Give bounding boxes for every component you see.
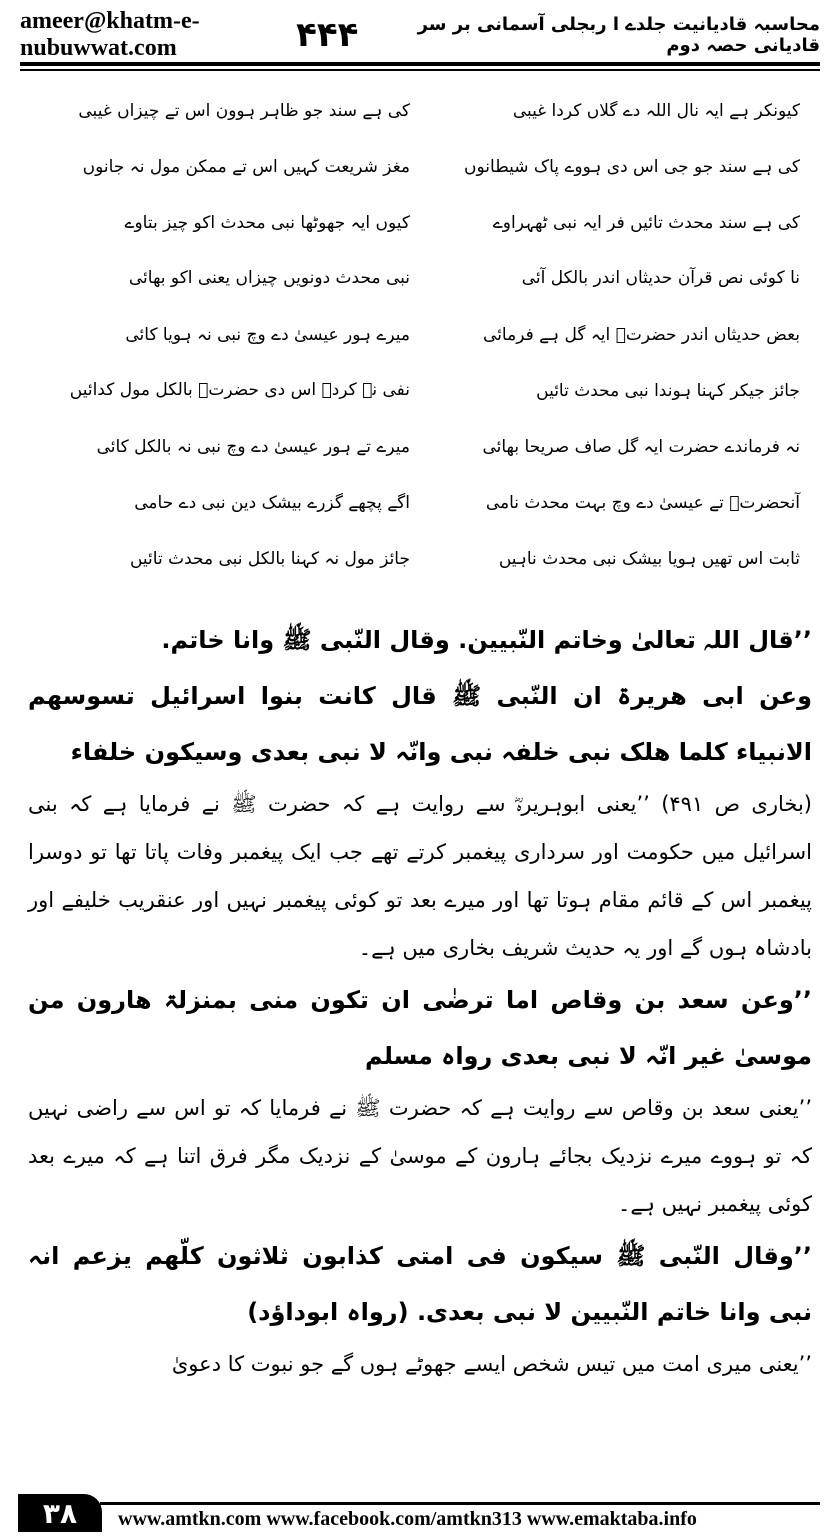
footer-links: www.amtkn.com www.facebook.com/amtkn313 www.emaktaba.info	[118, 1508, 697, 1530]
body-text	[28, 612, 812, 1388]
header-rule-thick	[20, 62, 820, 66]
verse-misra: کی ہے سند جو جی اس دی ہووے پاک شیطانوں	[464, 156, 800, 177]
verse-misra: جائز مول نہ کہنا بالکل نبی محدث تائیں	[129, 548, 410, 569]
header-email: ameer@khatm-e-nubuwwat.com	[20, 8, 200, 61]
header-rule-thin	[20, 69, 820, 71]
verse-misra: جائز جیکر کہنا ہوندا نبی محدث تائیں	[536, 380, 800, 401]
verse-misra: اگے پچھے گزرے بیشک دین نبی دے حامی	[134, 492, 410, 513]
verse-misra: نہ فرماندے حضرت ایہ گل صاف صریحا بھائی	[482, 436, 800, 457]
footer-page-number: ۳۸	[18, 1494, 102, 1532]
page-footer	[0, 1496, 840, 1540]
verse-misra: کی ہے سند محدث تائیں فر ایہ نبی ٹھہراوے	[492, 212, 800, 233]
arabic-paragraph: ’’وقال النّبی ﷺ سیکون فی امتی کذابون ثلاثون کلّھم یزعم انہ نبی وانا خاتم النّبیین لا نبی بعدی. (رواہ ابوداؤد)	[28, 1242, 812, 1326]
verse-misra: آنحضرتؐ تے عیسیٰ دے وچ بہت محدث نامی	[485, 492, 800, 513]
arabic-paragraph: ’’قال اللہ تعالیٰ وخاتم النّبیین. وقال النّبی ﷺ وانا خاتم.	[161, 626, 812, 654]
header-page-number: ۴۴۴	[296, 15, 359, 55]
page-header	[20, 10, 820, 60]
urdu-paragraph: ’’یعنی سعد بن وقاص سے روایت ہے کہ حضرت ﷺ نے فرمایا کہ تو اس سے راضی نہیں کہ تو ہووے میرے نزدیک بجائے ہارون کے موسیٰ کے نزدیک مگر فرق اتنا ہے کہ میرے بعد کوئی پیغمبر نہیں ہے۔	[28, 1096, 812, 1216]
verse-misra: نا کوئی نص قرآن حدیثاں اندر بالکل آئی	[521, 268, 800, 288]
verse-misra: نبی محدث دونویں چیزاں یعنی اکو بھائی	[128, 268, 410, 288]
verse-misra: مغز شریعت کہیں اس تے ممکن مول نہ جانوں	[82, 156, 410, 177]
verse-misra: ثابت اس تھیں ہویا بیشک نبی محدث ناہیں	[498, 548, 800, 569]
header-title: محاسبہ قادیانیت جلدے ا ربجلی آسمانی بر سر قادیانی حصہ دوم	[417, 14, 820, 56]
verse-misra: بعض حدیثاں اندر حضرتؐ ایہ گل ہے فرمائی	[483, 324, 800, 345]
urdu-paragraph: (بخاری ص ۴۹۱) ’’یعنی ابوہریرہؓ سے روایت ہے کہ حضرت ﷺ نے فرمایا ہے کہ بنی اسرائیل میں حکومت اور سرداری پیغمبر کرتے تھے جب ایک پیغمبر وفات پاتا تھا تو دوسرا پیغمبر اس کے قائم مقام ہوتا تھا اور میرے بعد تو کوئی پیغمبر نہیں اور عنقریب خلیفے اور بادشاہ ہوں گے اور یہ حدیث شریف بخاری میں ہے۔	[28, 792, 812, 960]
verse-misra: نفی نہ کردے اس دی حضرتؐ بالکل مول کدائیں	[69, 380, 410, 400]
verse-misra: میرے تے ہور عیسیٰ دے وچ نبی نہ بالکل کائی	[96, 436, 410, 457]
arabic-paragraph: وعن ابی ھریرۃ ان النّبی ﷺ قال کانت بنوا اسرائیل تسوسھم الانبیاء کلما ھلک نبی خلفہ نبی وانّہ لا نبی بعدی وسیکون خلفاء	[28, 682, 812, 766]
verse-misra: کی ہے سند جو ظاہر ہوون اس تے چیزاں غیبی	[78, 100, 410, 121]
verse-misra: میرے ہور عیسیٰ دے وچ نبی نہ ہویا کائی	[125, 324, 410, 345]
verse-misra: کیونکر ہے ایہ نال اللہ دے گلاں کردا غیبی	[512, 100, 800, 121]
footer-rule	[100, 1502, 820, 1505]
urdu-paragraph: ’’یعنی میری امت میں تیس شخص ایسے جھوٹے ہوں گے جو نبوت کا دعویٰ	[171, 1352, 812, 1376]
verse-misra: کیوں ایہ جھوٹھا نبی محدث اکو چیز بتاوے	[124, 212, 410, 233]
arabic-paragraph: ’’وعن سعد بن وقاص اما ترضٰی ان تکون منی بمنزلۃ ھارون من موسیٰ غیر انّہ لا نبی بعدی رواہ مسلم	[28, 986, 812, 1070]
poem-verses	[30, 82, 810, 597]
